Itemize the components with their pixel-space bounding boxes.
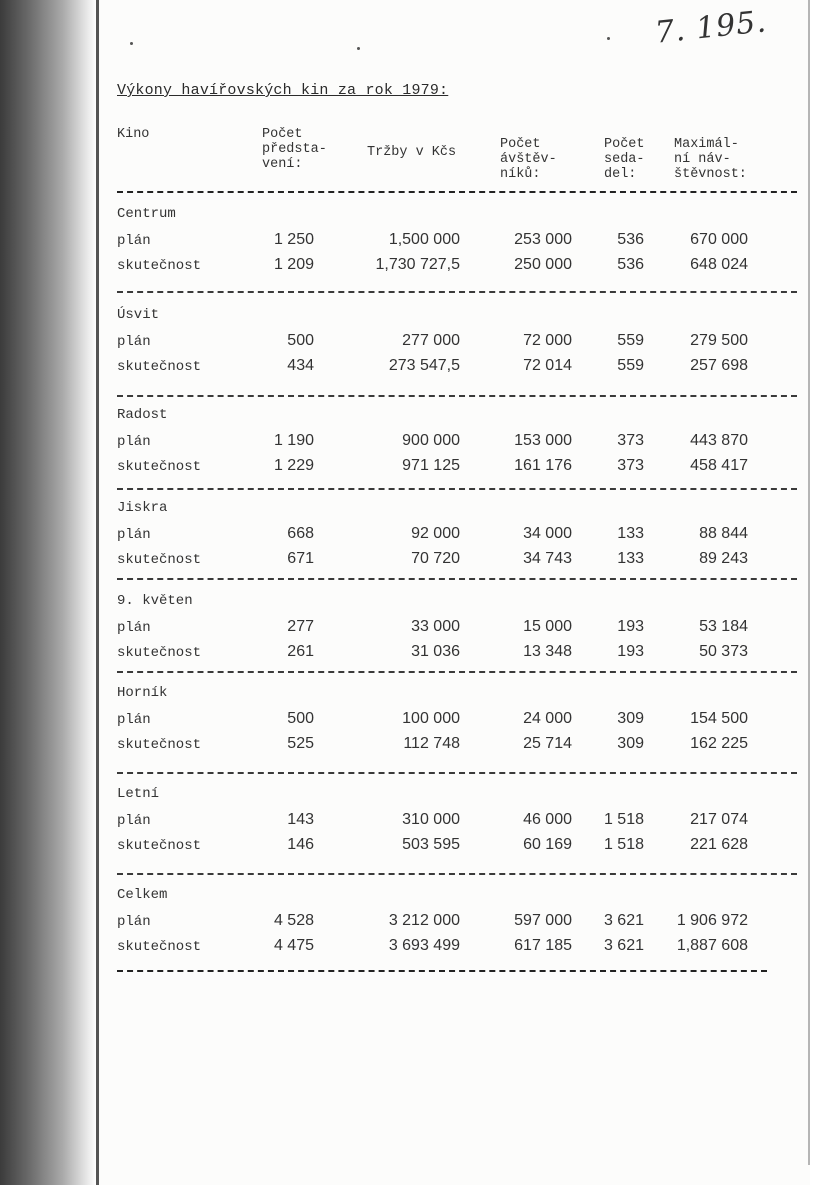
- cell-sedadel: 133: [617, 550, 644, 567]
- row-label: plán: [117, 334, 151, 350]
- row-label: plán: [117, 233, 151, 249]
- cell-trzby: 33 000: [411, 618, 460, 635]
- cell-trzby: 1,500 000: [388, 231, 460, 248]
- section-name: Celkem: [117, 887, 168, 903]
- binding-shadow: [0, 0, 96, 1185]
- cell-predstaveni: 4 528: [273, 912, 314, 929]
- column-header-sedadel: Počet seda- del:: [604, 137, 645, 182]
- column-header-max-navstevnost: Maximál- ní náv- štěvnost:: [674, 137, 747, 182]
- cell-sedadel: 1 518: [603, 811, 644, 828]
- cell-sedadel: 193: [617, 618, 644, 635]
- cell-navstevniku: 253 000: [514, 231, 572, 248]
- cell-max-navstevnost: 217 074: [690, 811, 748, 828]
- cell-predstaveni: 525: [287, 735, 314, 752]
- document-title: Výkony havířovských kin za rok 1979:: [117, 82, 449, 99]
- cell-sedadel: 193: [617, 643, 644, 660]
- cell-predstaveni: 668: [287, 525, 314, 542]
- cell-navstevniku: 250 000: [514, 256, 572, 273]
- section-name: Centrum: [117, 206, 176, 222]
- section-name: Úsvit: [117, 307, 160, 323]
- cell-sedadel: 133: [617, 525, 644, 542]
- cell-trzby: 273 547,5: [388, 357, 460, 374]
- cell-navstevniku: 34 000: [523, 525, 572, 542]
- cell-max-navstevnost: 162 225: [690, 735, 748, 752]
- section-divider: [117, 873, 797, 875]
- cell-navstevniku: 15 000: [523, 618, 572, 635]
- cell-max-navstevnost: 458 417: [690, 457, 748, 474]
- cell-predstaveni: 500: [287, 332, 314, 349]
- cell-trzby: 277 000: [402, 332, 460, 349]
- cell-predstaveni: 434: [287, 357, 314, 374]
- speck: [607, 37, 610, 40]
- cell-navstevniku: 46 000: [523, 811, 572, 828]
- cell-trzby: 112 748: [403, 735, 460, 752]
- column-header-navstevniku: Počet ávštěv- níků:: [500, 137, 557, 182]
- cell-navstevniku: 597 000: [514, 912, 572, 929]
- cell-sedadel: 373: [617, 457, 644, 474]
- column-header-trzby: Tržby v Kčs: [367, 145, 457, 160]
- cell-trzby: 1,730 727,5: [375, 256, 460, 273]
- cell-trzby: 503 595: [402, 836, 460, 853]
- row-label: plán: [117, 620, 151, 636]
- cell-navstevniku: 24 000: [523, 710, 572, 727]
- row-label: plán: [117, 527, 151, 543]
- cell-navstevniku: 34 743: [523, 550, 572, 567]
- column-header-kino: Kino: [117, 127, 150, 142]
- cell-trzby: 31 036: [411, 643, 460, 660]
- section-name: Jiskra: [117, 500, 168, 516]
- section-divider: [117, 291, 797, 293]
- section-name: Radost: [117, 407, 168, 423]
- cell-max-navstevnost: 443 870: [690, 432, 748, 449]
- page-right-edge: [808, 0, 810, 1165]
- cell-max-navstevnost: 1,887 608: [676, 937, 748, 954]
- cell-sedadel: 536: [617, 256, 644, 273]
- section-name: Horník: [117, 685, 168, 701]
- cell-max-navstevnost: 89 243: [699, 550, 748, 567]
- section-divider: [117, 671, 797, 673]
- cell-navstevniku: 161 176: [514, 457, 572, 474]
- cell-max-navstevnost: 648 024: [690, 256, 748, 273]
- page-number: 7. 195.: [653, 4, 769, 51]
- section-divider: [117, 488, 797, 490]
- speck: [130, 42, 133, 45]
- cell-predstaveni: 1 250: [273, 231, 314, 248]
- cell-sedadel: 559: [617, 332, 644, 349]
- cell-sedadel: 3 621: [603, 937, 644, 954]
- cell-navstevniku: 72 000: [523, 332, 572, 349]
- cell-max-navstevnost: 670 000: [690, 231, 748, 248]
- row-label: skutečnost: [117, 552, 202, 568]
- cell-trzby: 3 693 499: [388, 937, 460, 954]
- cell-navstevniku: 60 169: [523, 836, 572, 853]
- cell-trzby: 3 212 000: [388, 912, 460, 929]
- cell-sedadel: 1 518: [603, 836, 644, 853]
- cell-sedadel: 373: [617, 432, 644, 449]
- row-label: plán: [117, 712, 151, 728]
- cell-max-navstevnost: 221 628: [690, 836, 748, 853]
- row-label: skutečnost: [117, 459, 202, 475]
- row-label: skutečnost: [117, 359, 202, 375]
- cell-predstaveni: 671: [287, 550, 314, 567]
- cell-trzby: 310 000: [402, 811, 460, 828]
- cell-predstaveni: 1 209: [273, 256, 314, 273]
- header-rule: [117, 191, 797, 193]
- cell-trzby: 971 125: [402, 457, 460, 474]
- cell-navstevniku: 13 348: [523, 643, 572, 660]
- cell-navstevniku: 72 014: [523, 357, 572, 374]
- cell-sedadel: 3 621: [603, 912, 644, 929]
- cell-max-navstevnost: 279 500: [690, 332, 748, 349]
- row-label: plán: [117, 813, 151, 829]
- cell-sedadel: 309: [617, 710, 644, 727]
- cell-sedadel: 559: [617, 357, 644, 374]
- column-header-predstaveni: Počet předsta- vení:: [262, 127, 327, 172]
- section-divider: [117, 578, 797, 580]
- cell-trzby: 900 000: [402, 432, 460, 449]
- cell-max-navstevnost: 1 906 972: [676, 912, 748, 929]
- cell-navstevniku: 617 185: [514, 937, 572, 954]
- cell-navstevniku: 25 714: [523, 735, 572, 752]
- section-divider: [117, 970, 767, 972]
- cell-predstaveni: 1 190: [273, 432, 314, 449]
- cell-predstaveni: 500: [287, 710, 314, 727]
- cell-max-navstevnost: 53 184: [699, 618, 748, 635]
- section-name: Letní: [117, 786, 160, 802]
- speck: [357, 47, 360, 50]
- section-name: 9. květen: [117, 593, 193, 609]
- cell-navstevniku: 153 000: [514, 432, 572, 449]
- cell-predstaveni: 261: [287, 643, 314, 660]
- cell-max-navstevnost: 257 698: [690, 357, 748, 374]
- cell-max-navstevnost: 50 373: [699, 643, 748, 660]
- row-label: skutečnost: [117, 645, 202, 661]
- cell-trzby: 100 000: [402, 710, 460, 727]
- cell-predstaveni: 277: [287, 618, 314, 635]
- cell-trzby: 92 000: [411, 525, 460, 542]
- cell-sedadel: 536: [617, 231, 644, 248]
- cell-max-navstevnost: 88 844: [699, 525, 748, 542]
- cell-max-navstevnost: 154 500: [690, 710, 748, 727]
- cell-trzby: 70 720: [411, 550, 460, 567]
- row-label: skutečnost: [117, 838, 202, 854]
- cell-predstaveni: 146: [287, 836, 314, 853]
- row-label: skutečnost: [117, 258, 202, 274]
- cell-sedadel: 309: [617, 735, 644, 752]
- section-divider: [117, 395, 797, 397]
- section-divider: [117, 772, 797, 774]
- row-label: skutečnost: [117, 737, 202, 753]
- row-label: plán: [117, 914, 151, 930]
- cell-predstaveni: 4 475: [273, 937, 314, 954]
- cell-predstaveni: 143: [287, 811, 314, 828]
- row-label: plán: [117, 434, 151, 450]
- row-label: skutečnost: [117, 939, 202, 955]
- cell-predstaveni: 1 229: [273, 457, 314, 474]
